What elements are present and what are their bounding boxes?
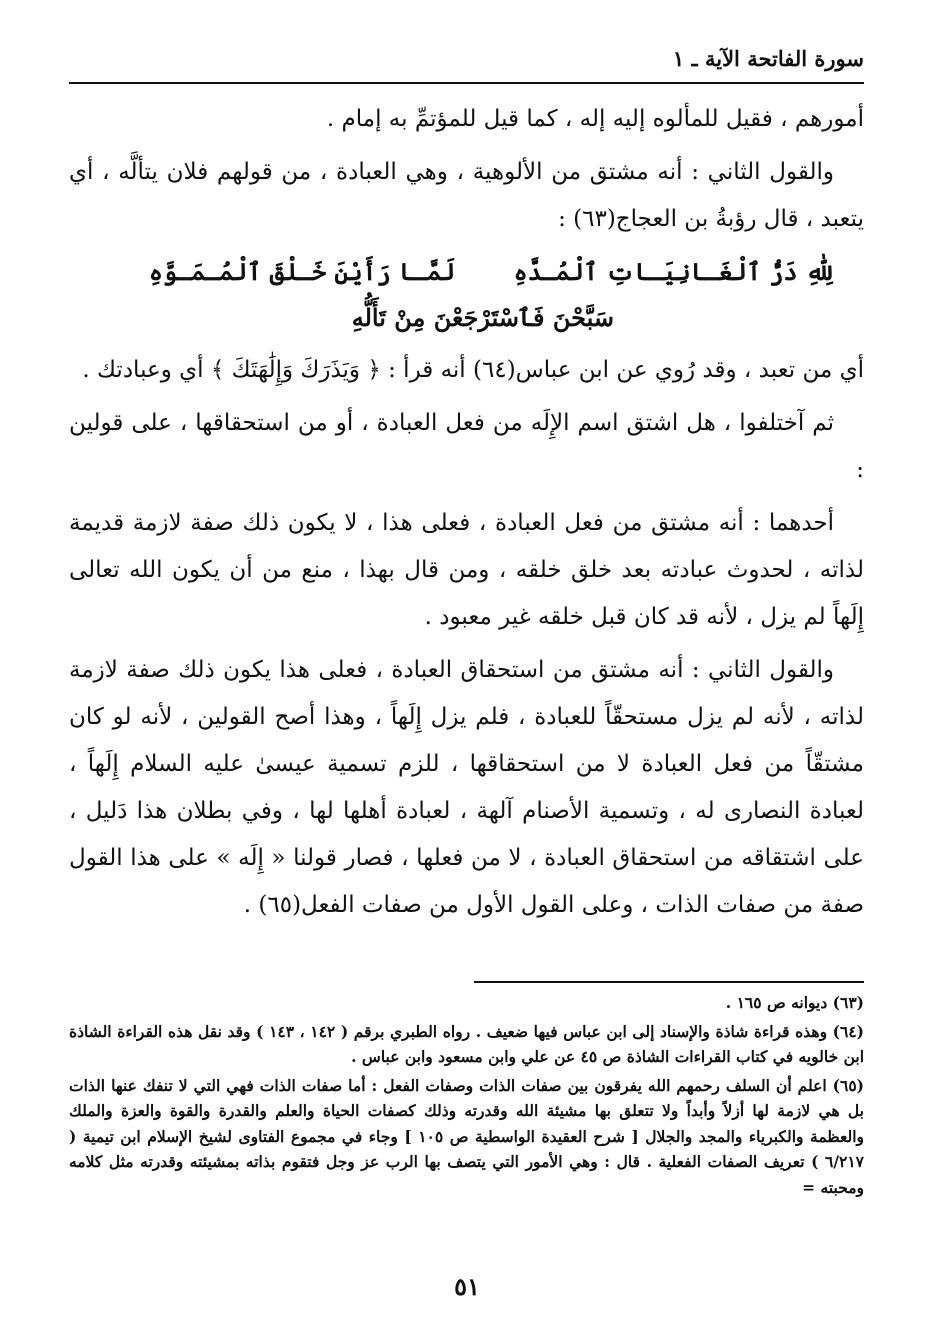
verse-hemistich-1: لِلّٰهِ دَرُّ ٱلْغَـانِيَـاتِ ٱلْمُـدَّهِ [513, 257, 834, 286]
paragraph-4: ثم آختلفوا ، هل اشتق اسم الإِلَه من فعل العبادة ، أو من استحقاقها ، على قولين : [69, 410, 864, 483]
running-header [69, 40, 864, 84]
running-title: سورة الفاتحة الآية ـ ١ [672, 46, 864, 71]
main-text [69, 96, 864, 935]
paragraph-1: أمورهم ، فقيل للمألوه إليه إله ، كما قيل للمؤتمِّ به إمام . [326, 106, 864, 132]
poetry-verse [69, 249, 864, 341]
verse-line-1 [69, 249, 864, 295]
footnote-65: (٦٥) اعلم أن السلف رحمهم الله يفرقون بين صفات الذات وصفات الفعل : أما صفات الذات فهي التي لا تنفك عنها الذات بل هي لازمة لها أزلاً وأبداً ولا تتعلق بها مشيئة الله وقدرته وذلك كصفات الحياة والعلم والقدرة والقوة والعزة والملك والعظمة والكبرياء والمجد والجلال [ شرح العقيدة الواسطية ص ١٠٥ ] وجاء في مجموع الفتاوى لشيخ الإسلام ابن تيمية ( ٦/٢١٧ ) تعريف الصفات الفعلية . قال : وهي الأمور التي يتصف بها الرب عز وجل فتقوم بذاته بمشيئته وقدرته مثل كلامه ومحبته = [69, 1075, 864, 1197]
paragraph-5: أحدهما : أنه مشتق من فعل العبادة ، فعلى هذا ، لا يكون ذلك صفة لازمة قديمة لذاته ، لحدوث عبادته بعد خلق خلقه ، ومن قال بهذا ، منع من أن يكون الله تعالى إِلَهاً لم يزل ، لأنه قد كان قبل خلقه غير معبود . [69, 510, 864, 630]
verse-hemistich-2: لَمَّـا رَأَيْنَ خَـلْقَ ٱلْمُـمَـوَّهِ [148, 257, 456, 286]
paragraph-2: والقول الثاني : أنه مشتق من الألوهية ، وهي العبادة ، من قولهم فلان يتألَّه ، أي يتعبد ، قال رؤبةُ بن العجاج(٦٣) : [69, 159, 864, 232]
paragraph-3: أي من تعبد ، وقد رُوي عن ابن عباس(٦٤) أنه قرأ : ﴿ وَيَذَرَكَ وَإِلَٰهَتَكَ ﴾ أي وعبادتك . [82, 357, 864, 383]
footnote-64: (٦٤) وهذه قراءة شاذة والإسناد إلى ابن عباس فيها ضعيف . رواه الطبري برقم ( ١٤٢ ، ١٤٣ ) وقد نقل هذه القراءة الشاذة ابن خالويه في كتاب القراءات الشاذة ص ٤٥ عن علي وابن مسعود وابن عباس . [69, 1021, 864, 1066]
footnote-separator [474, 981, 864, 983]
verse-line-2: سَبَّحْنَ فَٱسْتَرْجَعْنَ مِنْ تَأَلُّهِ [351, 303, 614, 332]
footnote-63: (٦٣) ديوانه ص ١٦٥ . [725, 993, 864, 1012]
paragraph-6: والقول الثاني : أنه مشتق من استحقاق العبادة ، فعلى هذا يكون ذلك صفة لازمة لذاته ، لأنه لم يزل مستحقّاً للعبادة ، فلم يزل إِلَهاً ، وهذا أصح القولين ، لأنه لو كان مشتقّاً من فعل العبادة لا من استحقاقها ، للزم تسمية عيسىٰ عليه السلام إِلَهاً ، لعبادة النصارى له ، وتسمية الأصنام آلهة ، لعبادة أهلها لها ، وفي بطلان هذا دَليل ، على اشتقاقه من استحقاق العبادة ، لا من فعلها ، فصار قولنا « إِلَه » على هذا القول صفة من صفات الذات ، وعلى القول الأول من صفات الفعل(٦٥) . [69, 657, 864, 918]
footnotes [69, 990, 864, 1203]
page-number: ٥١ [454, 1272, 480, 1301]
